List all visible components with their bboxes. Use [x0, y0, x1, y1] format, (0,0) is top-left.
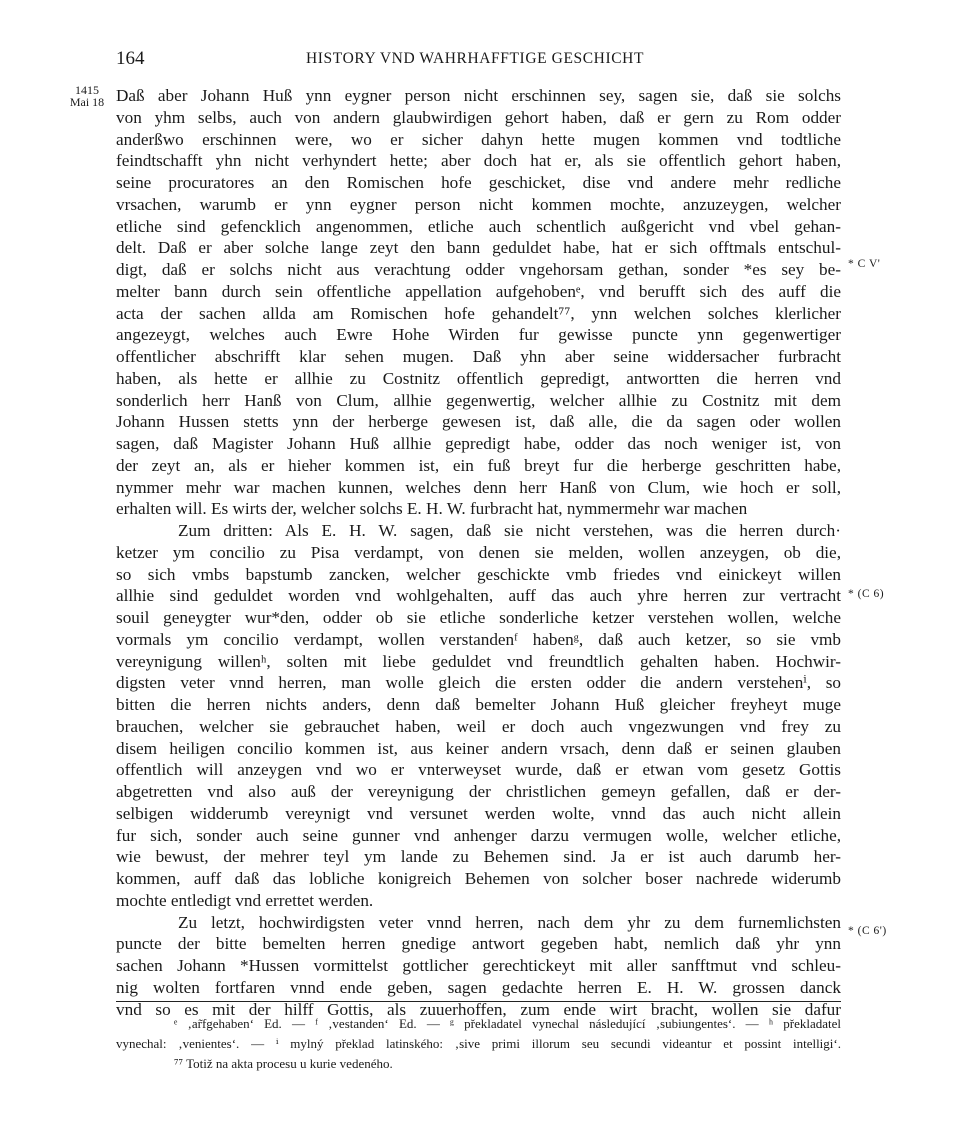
- text-line: mochte entledigt vnd errettet werden.: [116, 890, 374, 910]
- text-line: abgetretten vnd also auß der vereynigung der christlichen gemeyn gefallen, daß er der-: [116, 782, 841, 801]
- text-line: nig wolten fortfaren vnnd ende geben, sagen gedachte herren E. H. W. grossen danck: [116, 977, 841, 997]
- footnote-divider: [116, 1001, 841, 1002]
- text-line: melter bann durch sein offentliche appellation aufgehobenᵉ, vnd berufft sich des auff die: [116, 281, 841, 301]
- margin-note: * (C 6'): [848, 925, 887, 937]
- margin-date-day: Mai 18: [69, 95, 105, 109]
- text-line: disem heiligen concilio kommen ist, aus keiner andern vrsach, denn daß er seinen glauben: [116, 738, 841, 758]
- text-line: ketzer ym concilio zu Pisa verdampt, von denen sie melden, wollen anzeygen, ob die,: [116, 542, 841, 562]
- text-line: souil geneygter wur*den, odder ob sie etliche sonderliche ketzer verstehen wollen, welche: [116, 608, 841, 627]
- text-line: delt. Daß er aber solche lange zeyt den bann geduldet habe, hat er sich offtmals entschul-: [116, 238, 841, 258]
- running-title: HISTORY VND WAHRHAFFTIGE GESCHICHT: [306, 50, 645, 67]
- text-line: digsten veter vnnd herren, man wolle gleich die ersten odder die andern verstehenⁱ, so: [116, 673, 841, 693]
- text-line: Zu letzt, hochwirdigsten veter vnnd herren, nach dem yhr zu dem furnemlichsten: [178, 912, 841, 932]
- text-line: digt, daß er solchs nicht aus verachtung odder vngehorsam gethan, sonder *es sey be-: [116, 260, 841, 279]
- footnote-line: vynechal: ‚venientes‘. — ⁱ mylný překlad latinského: ‚sive primi illorum seu secundi videantur et possint intelligi‘.: [116, 1036, 841, 1051]
- text-line: Johann Hussen stetts ynn der herberge gewesen ist, daß alle, die da sagen oder wollen: [116, 412, 841, 432]
- text-line: seine procuratores an den Romischen hofe geschicket, dise vnd andere mehr redliche: [116, 173, 841, 192]
- text-line: offentlich will anzeygen vnd wo er vnterweyset wurde, daß er etwan vom gesetz Gottis: [116, 760, 841, 780]
- text-line: Daß aber Johann Huß ynn eygner person nicht erschinnen sey, sagen sie, daß sie solchs: [116, 86, 841, 105]
- margin-note: * C V': [848, 258, 881, 270]
- text-line: kommen, auff daß das lobliche konigreich Behemen von solcher boser nachrede widerumb: [116, 869, 841, 888]
- text-line: vereynigung willenʰ, solten mit liebe geduldet vnd freundtlich gehalten haben. Hochwir-: [116, 651, 841, 671]
- text-line: vrsachen, warumb er ynn eygner person nicht kommen mochte, anzuzeygen, welcher: [116, 194, 841, 214]
- text-line: fur sich, sonder auch seine gunner vnd anhenger darzu vermugen wolle, welcher etliche,: [116, 825, 841, 845]
- text-line: allhie sind geduldet worden vnd wohlgehalten, auff das auch yhre herren zur vertracht: [116, 586, 841, 606]
- text-line: anderßwo erschinnen were, wo er sicher dahyn hette mugen kommen vnd todtliche: [116, 129, 841, 149]
- footnote-line: ᵉ ‚ar̃fgehaben‘ Ed. — ᶠ ‚vestanden‘ Ed. — ᵍ překladatel vynechal následující ‚subiungentes‘. — ʰ překladatel: [174, 1016, 841, 1031]
- text-line: vormals ym concilio verdampt, wollen verstandenᶠ habenᵍ, daß auch ketzer, so sie vmb: [116, 629, 841, 649]
- margin-date-year: 1415: [75, 83, 99, 97]
- text-line: selbigen widderumb vereynigt vnd versunet werden wolte, vnnd das auch nicht allein: [116, 803, 841, 823]
- footnote-line: ⁷⁷ Totiž na akta procesu u kurie vedeného.: [174, 1056, 393, 1071]
- text-line: der zeyt an, als er hieher kommen ist, ein fuß breyt fur die herberge geschritten habe,: [116, 455, 841, 475]
- text-line: offentlicher abschrifft klar sehen mugen. Daß yhn aber seine widdersacher furbracht: [116, 347, 841, 366]
- text-line: bitten die herren nichts anders, denn daß bemelter Johann Huß gleicher freyheyt muge: [116, 695, 841, 714]
- text-line: von yhm selbs, auch von andern glaubwirdigen gehort haben, daß er gern zu Rom odder: [116, 107, 841, 127]
- text-line: haben, als hette er allhie zu Costnitz offentlich gepredigt, antwortten die herren vnd: [116, 368, 841, 388]
- text-line: vnd so es mit der hilff Gottis, als zuuerhoffen, zum ende wirt bracht, wollen sie dafur: [116, 999, 841, 1019]
- margin-note: * (C 6): [848, 588, 885, 600]
- page-number: 164: [116, 48, 145, 69]
- text-line: brauchen, welcher sie gebrauchet haben, weil er doch auch vngezwungen vnd frey zu: [116, 716, 841, 736]
- margin-date: [62, 84, 112, 108]
- text-line: etliche sind gefencklich angenommen, etliche auch schentlich außgericht vnd vbel gehan-: [116, 216, 841, 236]
- text-line: sachen Johann *Hussen vormittelst gottlicher gerechtickeyt mit aller sanfftmut vnd schleu-: [116, 956, 841, 975]
- text-line: nymmer mehr war machen kunnen, welches denn herr Hanß von Clum, wie hoch er soll,: [116, 477, 841, 497]
- text-line: angezeygt, welches auch Ewre Hohe Wirden fur gewisse puncte ynn gegenwertiger: [116, 325, 841, 345]
- footnotes: [116, 1014, 841, 1074]
- text-line: wie bewust, der mehrer teyl ym lande zu Behemen sind. Ja er ist auch darumb her-: [116, 847, 841, 867]
- text-line: so sich vmbs bapstumb zancken, welcher geschickte vmb friedes vnd einickeyt willen: [116, 564, 841, 584]
- text-line: erhalten will. Es wirts der, welcher solchs E. H. W. furbracht hat, nymmermehr war machen: [116, 499, 748, 519]
- text-line: sagen, daß Magister Johann Huß allhie gepredigt habe, odder das noch weniger ist, von: [116, 434, 841, 453]
- text-line: Zum dritten: Als E. H. W. sagen, daß sie nicht verstehen, was die herren durch·: [178, 521, 841, 540]
- text-line: feindtschafft yhn nicht verhyndert hette; aber doch hat er, als sie offentlich gehort haben,: [116, 151, 841, 171]
- text-line: sonderlich herr Hanß von Clum, allhie gegenwertig, welcher allhie zu Costnitz mit dem: [116, 390, 841, 410]
- text-line: puncte der bitte bemelten herren gnedige antwort gegeben habt, nemlich daß yhr ynn: [116, 934, 841, 954]
- text-line: acta der sachen allda am Romischen hofe gehandelt⁷⁷, ynn welchen solches klerlicher: [116, 303, 841, 323]
- main-text: [116, 85, 841, 1020]
